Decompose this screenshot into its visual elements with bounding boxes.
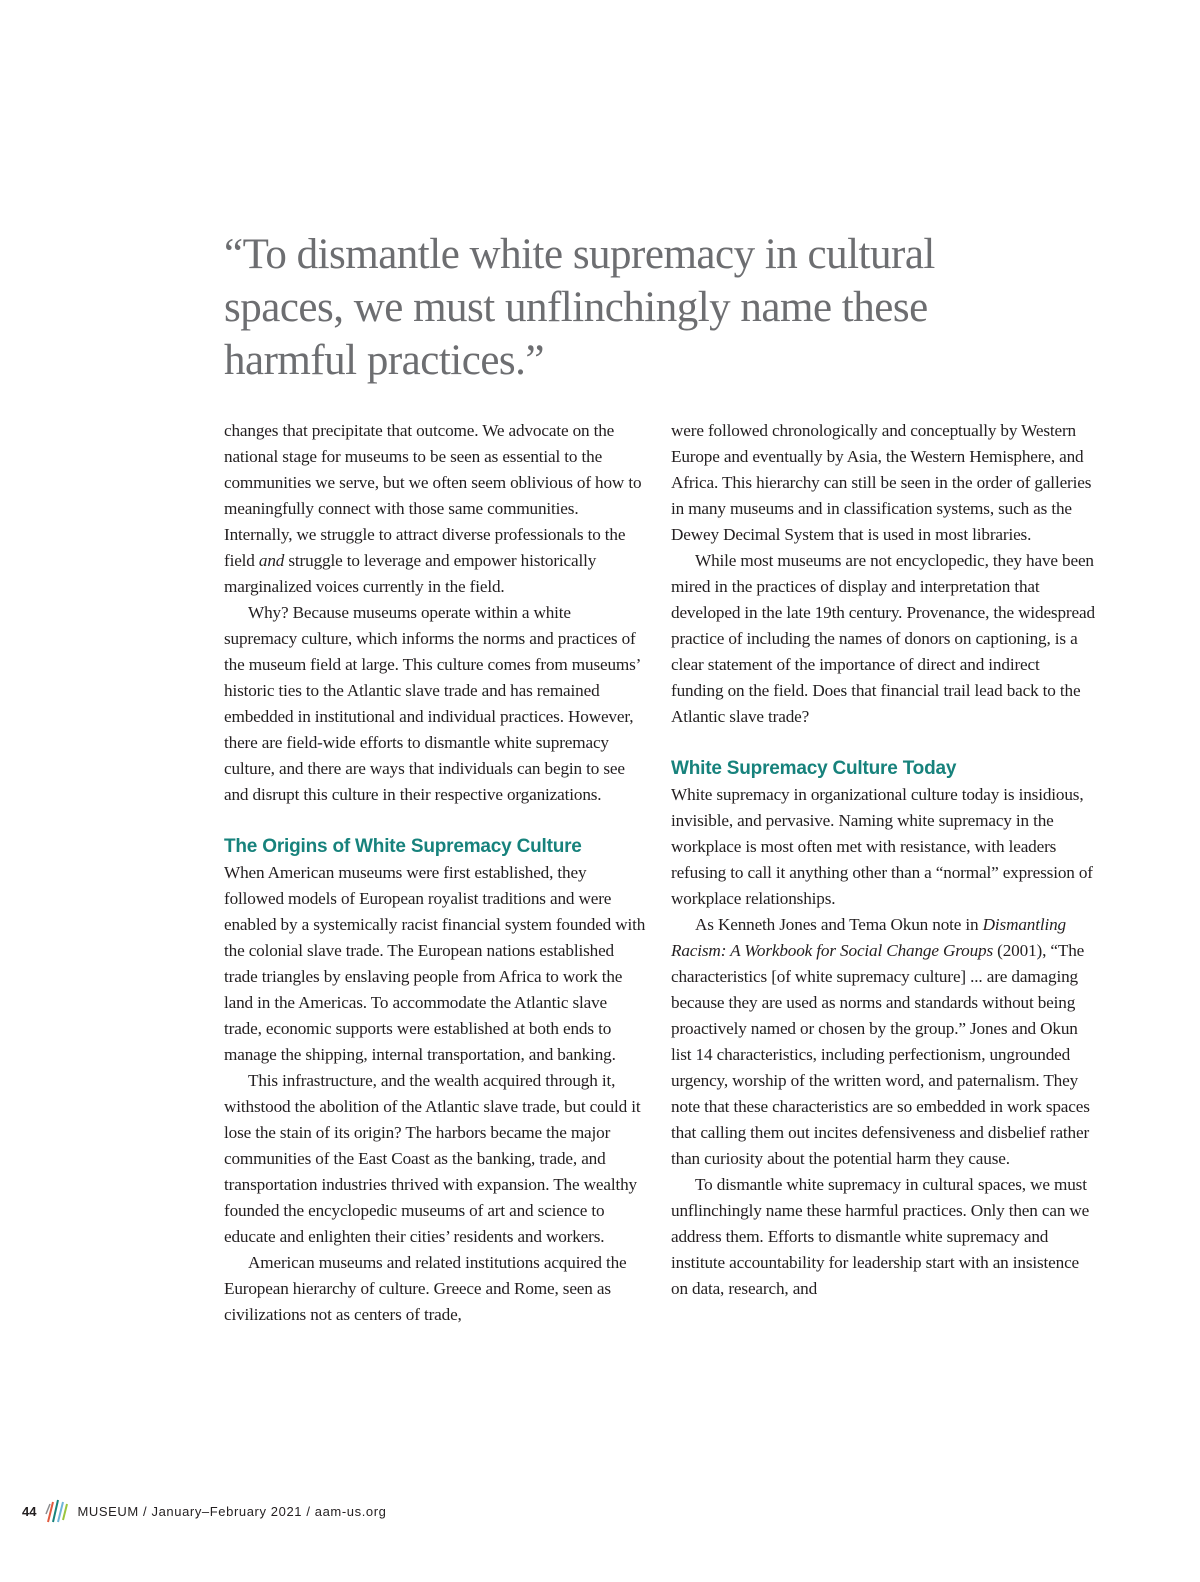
left-paragraph-3: When American museums were first established, they followed models of European royalist traditions and were enabled by a systemically racist financial system founded with the colonial slave trade. The European nations established trade triangles by enslaving people from Africa to work the land in the Americas. To accommodate the Atlantic slave trade, economic supports were established at both ends to manage the shipping, internal transportation, and banking. xyxy=(224,863,646,1064)
right-column xyxy=(671,418,1095,1302)
page-footer xyxy=(22,1498,387,1524)
left-paragraph-1-emphasis: and xyxy=(258,551,285,570)
page-number: 44 xyxy=(22,1503,37,1519)
right-paragraph-4 xyxy=(671,912,1095,1172)
left-paragraph-1 xyxy=(224,418,648,600)
pull-quote: “To dismantle white supremacy in cultural spaces, we must unflinchingly name these harmful practices.” xyxy=(224,231,935,384)
section-heading-today: White Supremacy Culture Today xyxy=(671,758,957,779)
right-paragraph-3: White supremacy in organizational culture today is insidious, invisible, and pervasive. Naming white supremacy in the workplace is most often met with resistance, with leaders refusing to call it anything other than a “normal” expression of workplace relationships. xyxy=(671,785,1093,908)
left-paragraph-1-text: changes that precipitate that outcome. We advocate on the national stage for museums to be seen as essential to the communities we serve, but we often seem oblivious of how to meaningfully connect with those same communities. Internally, we struggle to attract diverse professionals to the field xyxy=(224,421,642,570)
left-paragraph-2: Why? Because museums operate within a white supremacy culture, which informs the norms and practices of the museum field at large. This culture comes from museums’ historic ties to the Atlantic slave trade and has remained embedded in institutional and individual practices. However, there are field-wide efforts to dismantle white supremacy culture, and there are ways that individuals can begin to see and disrupt this culture in their respective organizations. xyxy=(224,603,640,804)
section-heading-origins: The Origins of White Supremacy Culture xyxy=(224,836,582,857)
footer-text: MUSEUM / January–February 2021 / aam-us.org xyxy=(77,1503,387,1519)
left-paragraph-1-end: struggle to leverage and empower historically marginalized voices currently in the field. xyxy=(224,551,597,596)
right-paragraph-5: To dismantle white supremacy in cultural spaces, we must unflinchingly name these harmful practices. Only then can we address them. Efforts to dismantle white supremacy and institute accountability for leadership start with an insistence on data, research, and xyxy=(671,1175,1090,1298)
right-paragraph-4-end: (2001), “The characteristics [of white supremacy culture] ... are damaging because they are used as norms and standards without being proactively named or chosen by the group.” Jones and Okun list 14 characteristics, including perfectionism, ungrounded urgency, worship of the written word, and paternalism. They note that these characteristics are so embedded in work spaces that calling them out incites defensiveness and disbelief rather than curiosity about the potential harm they cause. xyxy=(671,941,1090,1168)
right-paragraph-2: While most museums are not encyclopedic, they have been mired in the practices of display and interpretation that developed in the late 19th century. Provenance, the widespread practice of including the names of donors on captioning, is a clear statement of the importance of direct and indirect funding on the field. Does that financial trail lead back to the Atlantic slave trade? xyxy=(671,551,1095,726)
aam-stripes-logo-icon xyxy=(44,1498,70,1524)
right-paragraph-1: were followed chronologically and conceptually by Western Europe and eventually by Asia, the Western Hemisphere, and Africa. This hierarchy can still be seen in the order of galleries in many museums and in classification systems, such as the Dewey Decimal System that is used in most libraries. xyxy=(671,421,1092,544)
left-column xyxy=(224,418,648,1328)
left-paragraph-4: This infrastructure, and the wealth acquired through it, withstood the abolition of the Atlantic slave trade, but could it lose the stain of its origin? The harbors became the major communities of the East Coast as the banking, trade, and transportation industries thrived with expansion. The wealthy founded the encyclopedic museums of art and science to educate and enlighten their cities’ residents and workers. xyxy=(224,1071,641,1246)
left-paragraph-5: American museums and related institutions acquired the European hierarchy of culture. Greece and Rome, seen as civilizations not as centers of trade, xyxy=(224,1253,627,1324)
book-title: Dismantling Racism: A Workbook for Social Change Groups xyxy=(671,915,1066,960)
right-paragraph-4-start: As Kenneth Jones and Tema Okun note in xyxy=(695,915,983,934)
